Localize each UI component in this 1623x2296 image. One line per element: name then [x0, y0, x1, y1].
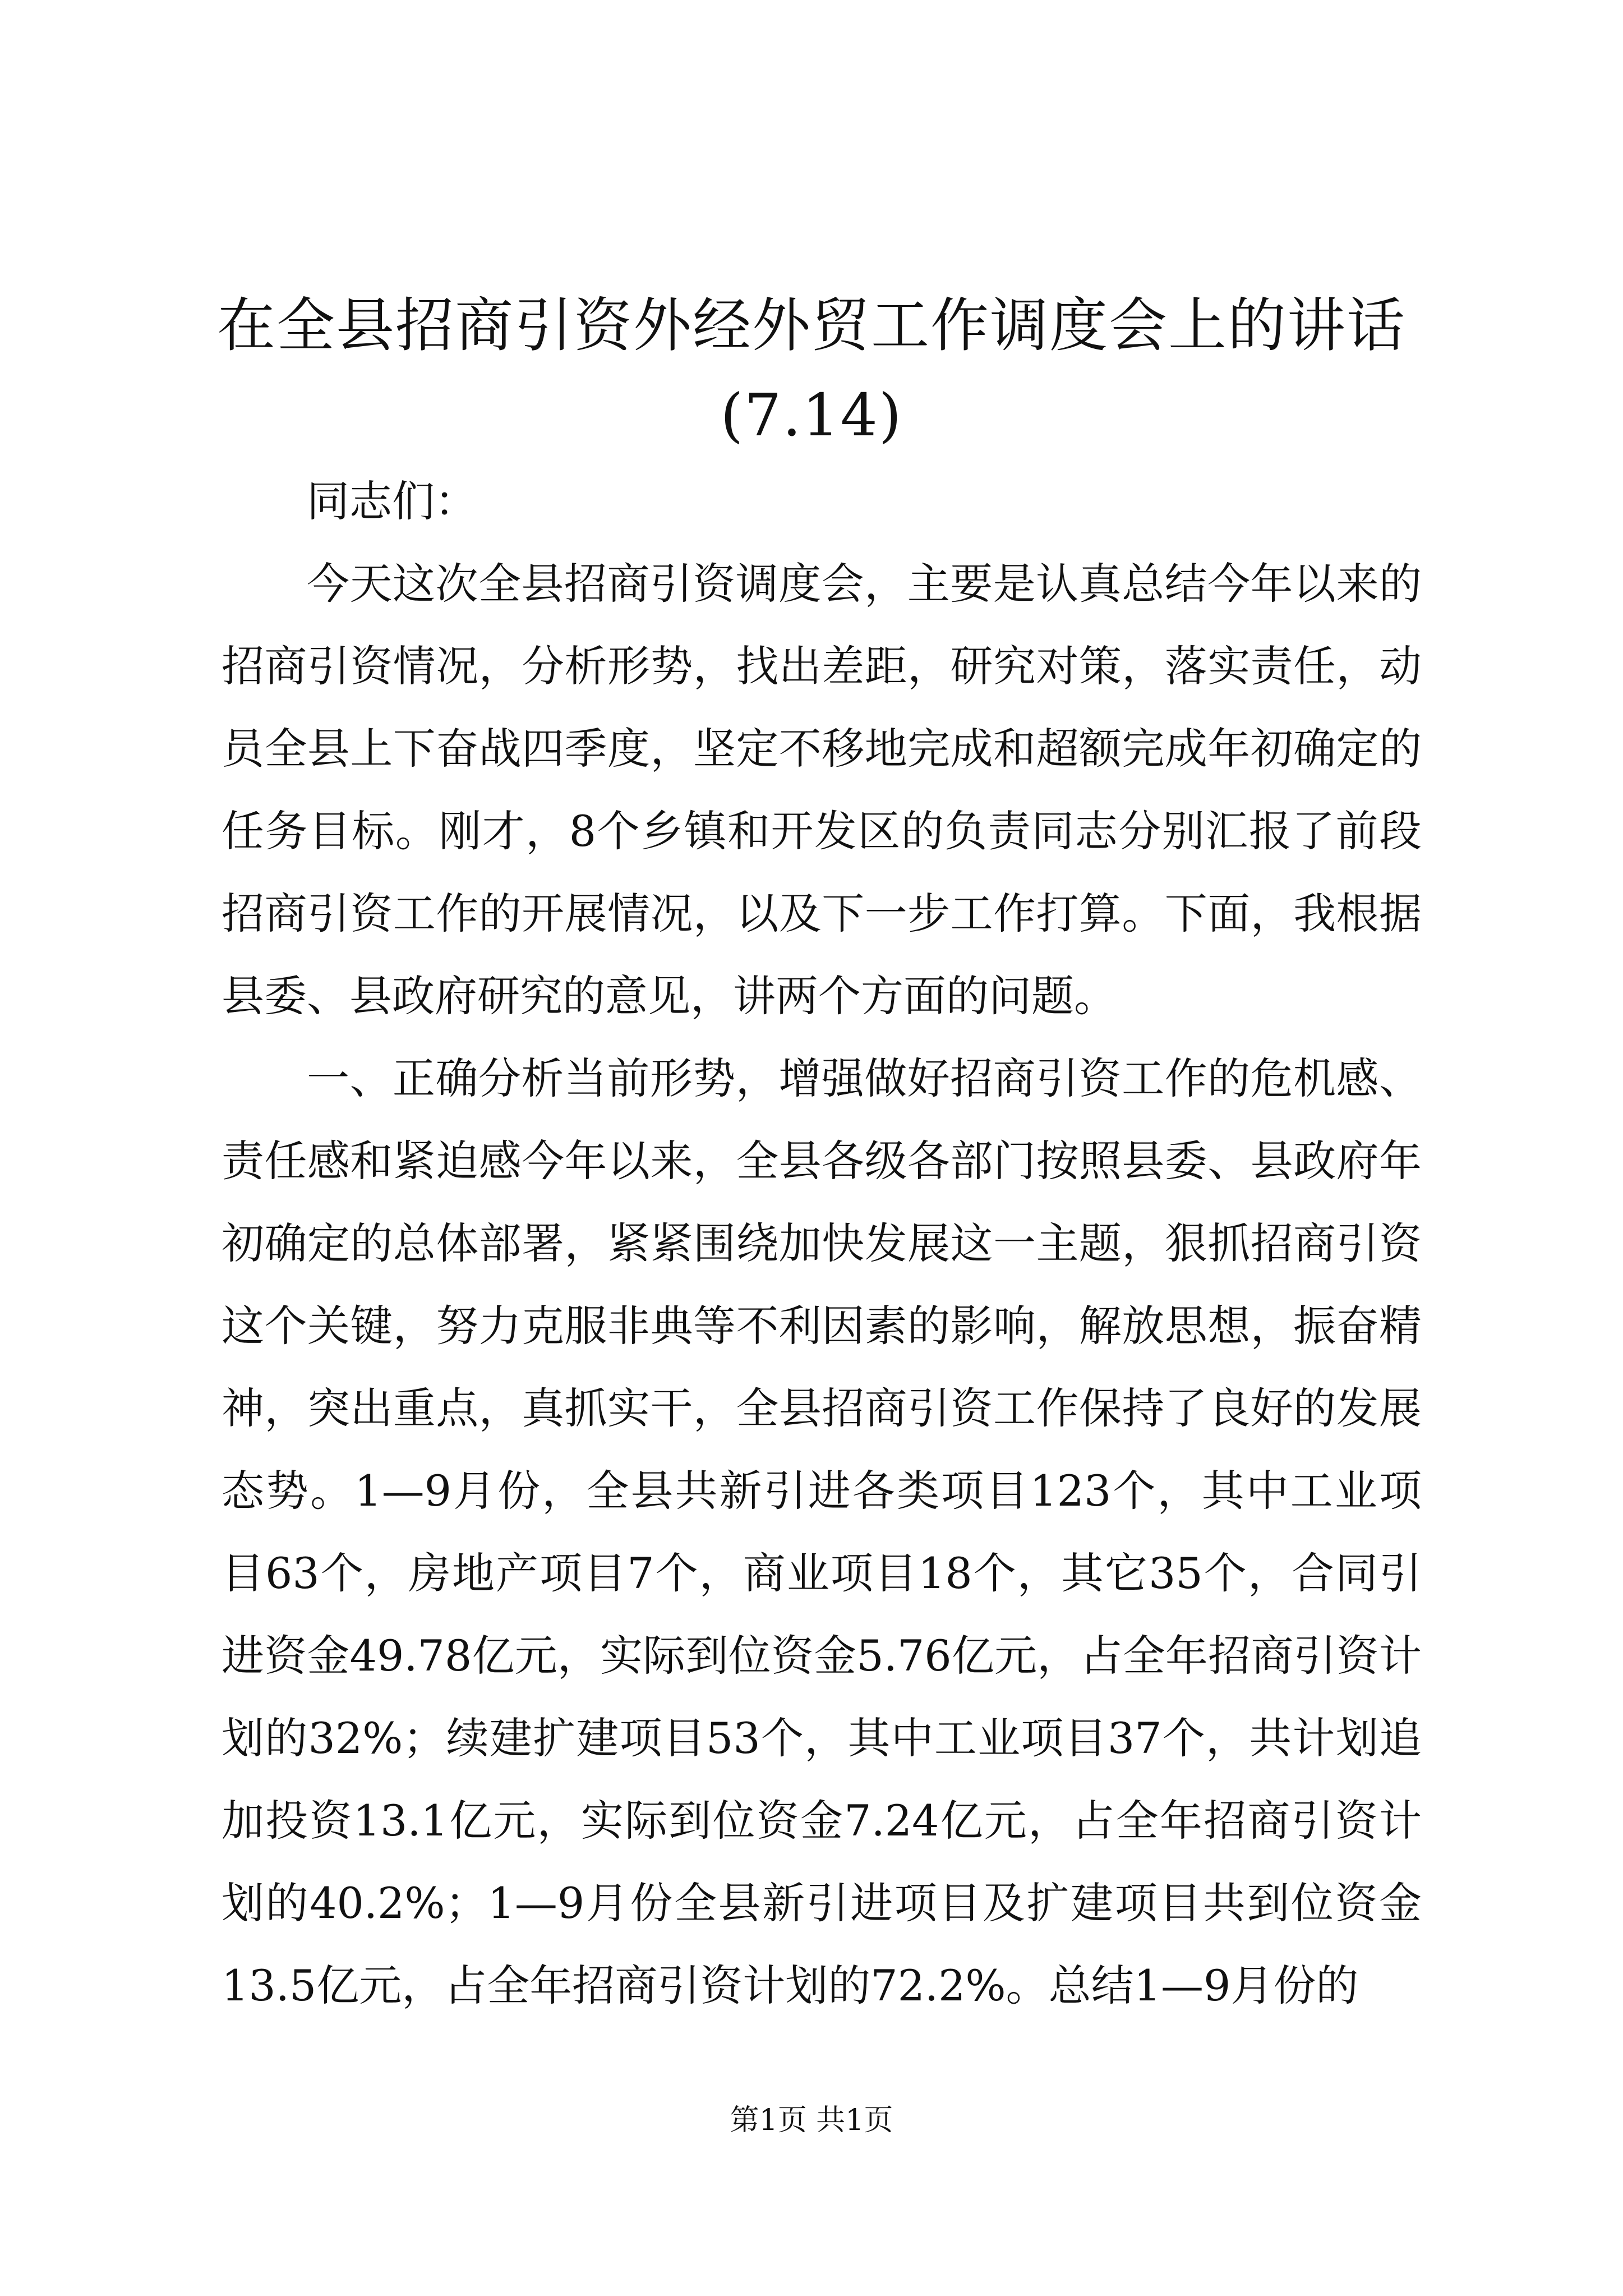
body-paragraph-1: 今天这次全县招商引资调度会，主要是认真总结今年以来的招商引资情况，分析形势，找出差距，研究对策，落实责任，动员全县上下奋战四季度，坚定不移地完成和超额完成年初确定的任务目标。刚才，8个乡镇和开发区的负责同志分别汇报了前段招商引资工作的开展情况，以及下一步工作打算。下面，我根据县委、县政府研究的意见，讲两个方面的问题。 — [222, 559, 1422, 1021]
document-title — [168, 280, 1455, 460]
salutation-paragraph: 同志们： — [307, 476, 477, 526]
body-paragraph-2: 一、正确分析当前形势，增强做好招商引资工作的危机感、责任感和紧迫感今年以来，全县各级各部门按照县委、县政府年初确定的总体部署，紧紧围绕加快发展这一主题，狠抓招商引资这个关键，努力克服非典等不利因素的影响，解放思想，振奋精神，突出重点，真抓实干，全县招商引资工作保持了良好的发展态势。1—9月份，全县共新引进各类项目123个，其中工业项目63个，房地产项目7个，商业项目18个，其它35个，合同引进资金49.78亿元，实际到位资金5.76亿元，占全年招商引资计划的32%；续建扩建项目53个，其中工业项目37个，共计划追加投资13.1亿元，实际到位资金7.24亿元，占全年招商引资计划的40.2%；1—9月份全县新引进项目及扩建项目共到位资金13.5亿元，占全年招商引资计划的72.2%。总结1—9月份的 — [222, 1053, 1422, 2010]
page-footer: 第1页 共1页 — [730, 2104, 893, 2137]
title-line-2: (7.14) — [720, 381, 903, 449]
document-body — [222, 460, 1422, 2027]
title-line-1: 在全县招商引资外经外贸工作调度会上的讲话 — [216, 291, 1406, 360]
